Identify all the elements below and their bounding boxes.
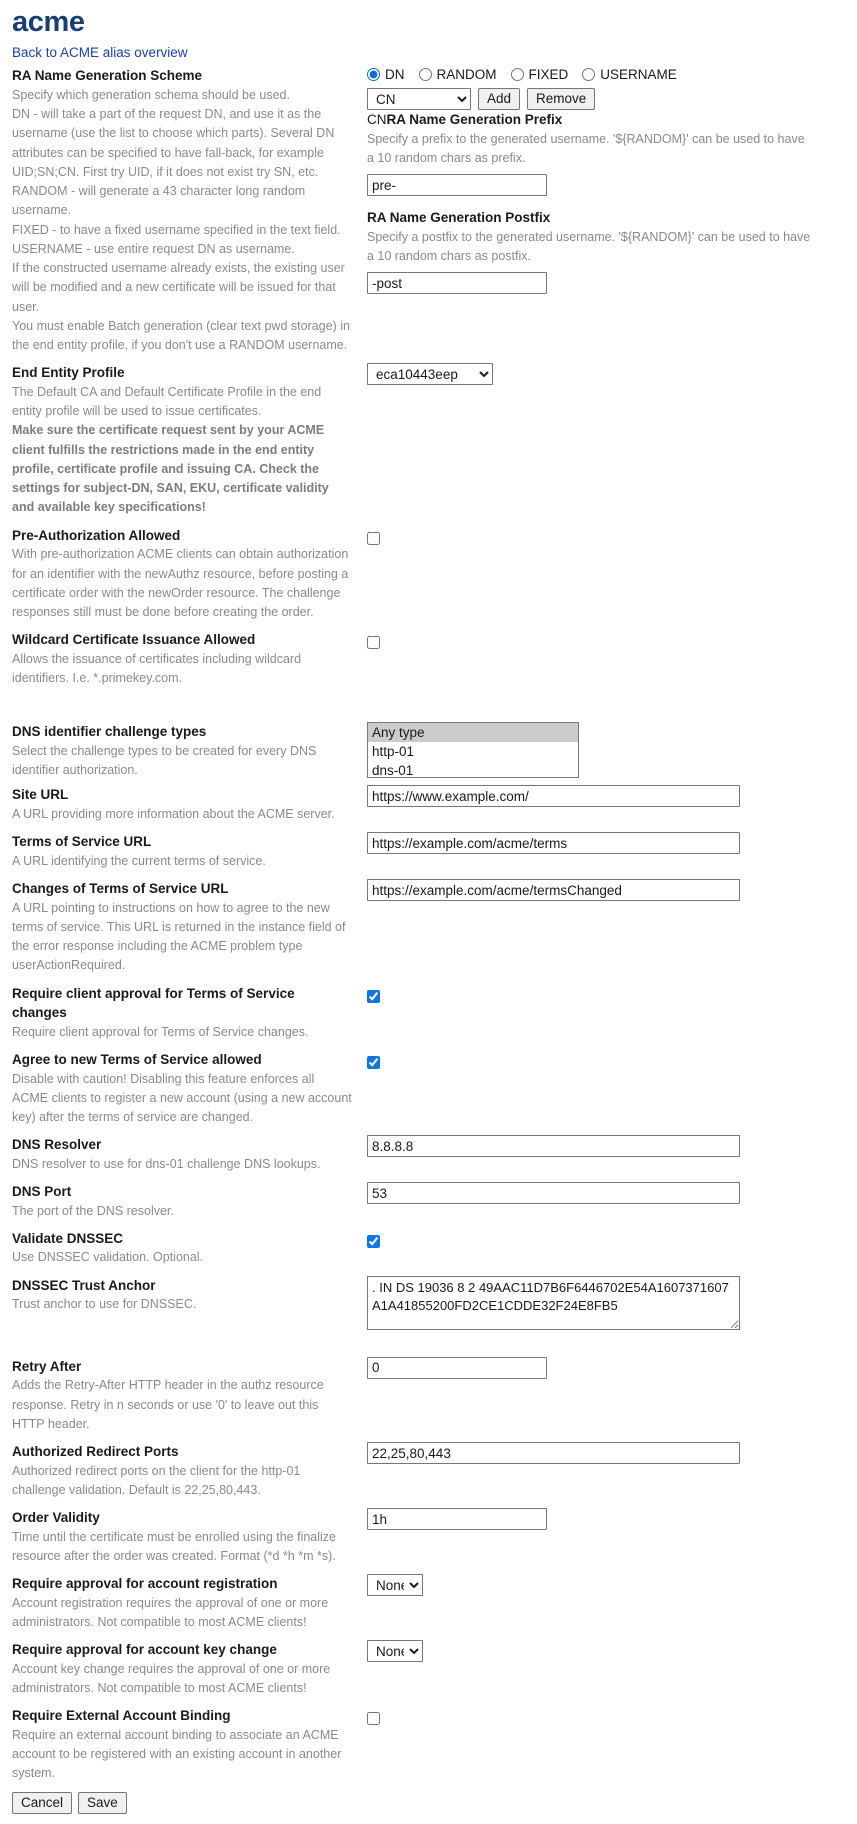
order-validity-title: Order Validity bbox=[12, 1510, 100, 1526]
require-client-approval-label-col bbox=[0, 984, 367, 1042]
approval-registration-title: Require approval for account registration bbox=[12, 1576, 278, 1592]
order-validity-label-col bbox=[0, 1508, 367, 1566]
tos-url-label-col bbox=[0, 832, 367, 871]
radio-input-fixed[interactable] bbox=[511, 68, 524, 81]
approval-key-change-label-col bbox=[0, 1640, 367, 1698]
ra-name-scheme-help-5: If the constructed username already exists, the existing user will be modified and a new certificate will be issued for that user. bbox=[12, 261, 345, 314]
site-url-field-col bbox=[367, 785, 857, 807]
site-url-label-col bbox=[0, 785, 367, 824]
ra-name-postfix-title: RA Name Generation Postfix bbox=[367, 210, 551, 226]
form-actions bbox=[0, 1784, 857, 1824]
radio-label-random: RANDOM bbox=[436, 67, 497, 83]
wildcard-label-col bbox=[0, 630, 367, 688]
validate-dnssec-help: Use DNSSEC validation. Optional. bbox=[12, 1250, 204, 1265]
dnssec-trust-anchor-field-col bbox=[367, 1276, 857, 1333]
ra-name-prefix-input[interactable] bbox=[367, 174, 547, 196]
ra-name-prefix-title bbox=[367, 110, 857, 130]
field-row-dns-resolver bbox=[0, 1135, 857, 1174]
field-row-ra-name-scheme bbox=[0, 66, 857, 355]
validate-dnssec-field-col bbox=[367, 1229, 857, 1248]
approval-registration-help: Account registration requires the approval of one or more administrators. Not compatible to most ACME clients! bbox=[12, 1595, 329, 1629]
tos-changed-url-field-col bbox=[367, 879, 857, 901]
order-validity-help: Time until the certificate must be enrolled using the finalize resource after the order was created. Format (*d *h *m *s). bbox=[12, 1529, 337, 1563]
approval-key-change-title: Require approval for account key change bbox=[12, 1642, 277, 1658]
dns-challenge-types-label-col bbox=[0, 722, 367, 780]
field-row-dnssec-trust-anchor bbox=[0, 1276, 857, 1333]
authorized-redirect-ports-help: Authorized redirect ports on the client for the http-01 challenge validation. Default is 22,25,80,443. bbox=[12, 1463, 301, 1497]
field-row-require-client-approval bbox=[0, 984, 857, 1042]
validate-dnssec-title: Validate DNSSEC bbox=[12, 1230, 124, 1246]
radio-input-random[interactable] bbox=[419, 68, 432, 81]
retry-after-label-col bbox=[0, 1357, 367, 1434]
approval-key-change-field-col bbox=[367, 1640, 857, 1662]
ra-name-postfix-help: Specify a postfix to the generated username. '${RANDOM}' can be used to have a 10 random chars as postfix. bbox=[367, 229, 811, 264]
external-account-binding-help: Require an external account binding to associate an ACME account to be registered with an existing account in another system. bbox=[12, 1727, 342, 1781]
field-row-dns-port bbox=[0, 1182, 857, 1221]
ra-name-prefix-title-text: RA Name Generation Prefix bbox=[386, 112, 563, 128]
dns-port-input[interactable] bbox=[367, 1182, 740, 1204]
tos-changed-url-input[interactable] bbox=[367, 879, 740, 901]
agree-new-tos-checkbox[interactable] bbox=[367, 1056, 380, 1069]
field-row-external-account-binding bbox=[0, 1706, 857, 1783]
field-row-authorized-redirect-ports bbox=[0, 1442, 857, 1500]
dns-resolver-input[interactable] bbox=[367, 1135, 740, 1157]
agree-new-tos-title: Agree to new Terms of Service allowed bbox=[12, 1051, 262, 1067]
wildcard-checkbox[interactable] bbox=[367, 636, 380, 649]
tos-url-title: Terms of Service URL bbox=[12, 834, 152, 850]
ra-name-scheme-help-6: You must enable Batch generation (clear text pwd storage) in the end entity profile, if you don't use a RANDOM username. bbox=[12, 318, 350, 353]
agree-new-tos-label-col bbox=[0, 1050, 367, 1127]
require-client-approval-help: Require client approval for Terms of Service changes. bbox=[12, 1024, 309, 1039]
cancel-button[interactable]: Cancel bbox=[12, 1792, 72, 1814]
field-row-order-validity bbox=[0, 1508, 857, 1566]
end-entity-profile-title: End Entity Profile bbox=[12, 365, 125, 381]
authorized-redirect-ports-field-col bbox=[367, 1442, 857, 1464]
site-url-input[interactable] bbox=[367, 785, 740, 807]
ra-name-scheme-help-0: Specify which generation schema should be used. bbox=[12, 87, 290, 102]
approval-registration-label-col bbox=[0, 1574, 367, 1632]
approval-registration-field-col bbox=[367, 1574, 857, 1596]
page-brand-title: acme bbox=[12, 6, 85, 38]
tos-url-field-col bbox=[367, 832, 857, 854]
site-url-title: Site URL bbox=[12, 787, 69, 803]
current-dn-parts-value: CN bbox=[367, 112, 387, 128]
radio-label-username: USERNAME bbox=[600, 67, 677, 83]
tos-changed-url-label-col bbox=[0, 879, 367, 976]
radio-label-dn: DN bbox=[385, 67, 405, 83]
breadcrumb bbox=[0, 41, 857, 66]
dns-resolver-label-col bbox=[0, 1135, 367, 1174]
authorized-redirect-ports-title: Authorized Redirect Ports bbox=[12, 1444, 179, 1460]
field-row-end-entity-profile bbox=[0, 363, 857, 517]
authorized-redirect-ports-label-col bbox=[0, 1442, 367, 1500]
require-client-approval-title: Require client approval for Terms of Service changes bbox=[12, 985, 295, 1021]
ra-name-scheme-help-2: RANDOM - will generate a 43 character long random username. bbox=[12, 184, 306, 218]
radio-option-fixed[interactable] bbox=[511, 67, 569, 82]
retry-after-title: Retry After bbox=[12, 1358, 82, 1374]
tos-changed-url-title: Changes of Terms of Service URL bbox=[12, 881, 229, 897]
ra-name-scheme-title: RA Name Generation Scheme bbox=[12, 68, 203, 84]
dns-challenge-option-any[interactable]: Any type bbox=[368, 723, 578, 742]
field-row-tos-url bbox=[0, 832, 857, 871]
require-client-approval-checkbox[interactable] bbox=[367, 990, 380, 1003]
site-url-help: A URL providing more information about the ACME server. bbox=[12, 806, 335, 821]
field-row-dns-challenge-types bbox=[0, 722, 857, 780]
dnssec-trust-anchor-title: DNSSEC Trust Anchor bbox=[12, 1277, 156, 1293]
end-entity-profile-field-col bbox=[367, 363, 857, 385]
tos-changed-url-help: A URL pointing to instructions on how to agree to the new terms of service. This URL is returned in the instance field of the error response including the ACME problem type userActionRequired. bbox=[12, 900, 346, 973]
wildcard-title: Wildcard Certificate Issuance Allowed bbox=[12, 632, 256, 648]
radio-option-dn[interactable] bbox=[367, 67, 405, 82]
wildcard-help: Allows the issuance of certificates including wildcard identifiers. I.e. *.primekey.com. bbox=[12, 651, 302, 686]
dns-resolver-field-col bbox=[367, 1135, 857, 1157]
end-entity-profile-help-bold: Make sure the certificate request sent by your ACME client fulfills the restrictions made in the end entity profile, certificate profile and issuing CA. Check the settings for subject-DN, SAN, EKU, certificate validity and available key specifications! bbox=[12, 423, 329, 515]
ra-name-postfix-input[interactable] bbox=[367, 272, 547, 294]
dns-resolver-help: DNS resolver to use for dns-01 challenge DNS lookups. bbox=[12, 1156, 321, 1171]
pre-authorization-help: With pre-authorization ACME clients can obtain authorization for an identifier with the newAuthz resource, before posting a certificate order with the newOrder resource. The challenge responses still must be done before creating the order. bbox=[12, 547, 349, 620]
ra-name-scheme-label-col bbox=[0, 66, 367, 355]
dns-challenge-types-help: Select the challenge types to be created for every DNS identifier authorization. bbox=[12, 743, 317, 778]
ra-name-scheme-help-3: FIXED - to have a fixed username specified in the text field. bbox=[12, 222, 341, 237]
dns-resolver-title: DNS Resolver bbox=[12, 1137, 102, 1153]
external-account-binding-label-col bbox=[0, 1706, 367, 1783]
ra-name-scheme-field-col bbox=[367, 66, 857, 294]
end-entity-profile-select[interactable] bbox=[367, 363, 493, 385]
tos-url-input[interactable] bbox=[367, 832, 740, 854]
agree-new-tos-help: Disable with caution! Disabling this feature enforces all ACME clients to register a new account (using a new account key) after the terms of service are changed. bbox=[12, 1071, 352, 1125]
external-account-binding-checkbox[interactable] bbox=[367, 1712, 380, 1725]
radio-option-random[interactable] bbox=[419, 67, 497, 82]
dns-challenge-types-field-col bbox=[367, 722, 857, 778]
agree-new-tos-field-col bbox=[367, 1050, 857, 1069]
dnssec-trust-anchor-label-col bbox=[0, 1276, 367, 1315]
pre-authorization-checkbox[interactable] bbox=[367, 532, 380, 545]
radio-option-username[interactable] bbox=[582, 67, 677, 82]
approval-registration-select[interactable] bbox=[367, 1574, 423, 1596]
validate-dnssec-checkbox[interactable] bbox=[367, 1235, 380, 1248]
wildcard-field-col bbox=[367, 630, 857, 649]
approval-key-change-select[interactable] bbox=[367, 1640, 423, 1662]
field-row-wildcard bbox=[0, 630, 857, 688]
ra-name-prefix-help: Specify a prefix to the generated username. '${RANDOM}' can be used to have a 10 random chars as prefix. bbox=[367, 131, 805, 166]
save-button[interactable]: Save bbox=[78, 1792, 127, 1814]
ra-name-scheme-help-1: DN - will take a part of the request DN, and use it as the username (use the list to choose which parts). Several DN attributes can be specified to have fall-back, for example UID;SN;CN. First try UID, if it does not exist try SN, etc. bbox=[12, 107, 335, 179]
dns-challenge-types-listbox[interactable] bbox=[367, 722, 579, 778]
pre-authorization-field-col bbox=[367, 526, 857, 545]
field-row-approval-key-change bbox=[0, 1640, 857, 1698]
field-row-tos-changed-url bbox=[0, 879, 857, 976]
radio-input-dn[interactable] bbox=[367, 68, 380, 81]
retry-after-help: Adds the Retry-After HTTP header in the authz resource response. Retry in n seconds or use '0' to leave out this HTTP header. bbox=[12, 1378, 324, 1431]
dn-part-select[interactable] bbox=[367, 88, 471, 110]
end-entity-profile-label-col bbox=[0, 363, 367, 517]
field-row-agree-new-tos bbox=[0, 1050, 857, 1127]
pre-authorization-label-col bbox=[0, 526, 367, 623]
approval-key-change-help: Account key change requires the approval of one or more administrators. Not compatible to most ACME clients! bbox=[12, 1661, 331, 1696]
dnssec-trust-anchor-help: Trust anchor to use for DNSSEC. bbox=[12, 1297, 197, 1312]
external-account-binding-title: Require External Account Binding bbox=[12, 1708, 231, 1724]
dnssec-trust-anchor-textarea[interactable] bbox=[367, 1276, 740, 1330]
field-row-validate-dnssec bbox=[0, 1229, 857, 1268]
radio-input-username[interactable] bbox=[582, 68, 595, 81]
retry-after-field-col bbox=[367, 1357, 857, 1379]
order-validity-field-col bbox=[367, 1508, 857, 1530]
ra-name-scheme-help-4: USERNAME - use entire request DN as username. bbox=[12, 241, 295, 256]
retry-after-input[interactable] bbox=[367, 1357, 547, 1379]
add-dn-part-button[interactable]: Add bbox=[478, 88, 520, 110]
authorized-redirect-ports-input[interactable] bbox=[367, 1442, 740, 1464]
dns-port-label-col bbox=[0, 1182, 367, 1221]
remove-dn-part-button[interactable]: Remove bbox=[527, 88, 595, 110]
dns-port-title: DNS Port bbox=[12, 1184, 72, 1200]
field-row-retry-after bbox=[0, 1357, 857, 1434]
dns-port-help: The port of the DNS resolver. bbox=[12, 1203, 174, 1218]
pre-authorization-title: Pre-Authorization Allowed bbox=[12, 527, 181, 543]
dns-challenge-option-http01[interactable]: http-01 bbox=[372, 744, 415, 760]
require-client-approval-field-col bbox=[367, 984, 857, 1003]
field-row-pre-authorization bbox=[0, 526, 857, 623]
back-to-alias-overview-link[interactable]: Back to ACME alias overview bbox=[12, 45, 188, 61]
validate-dnssec-label-col bbox=[0, 1229, 367, 1268]
end-entity-profile-help: The Default CA and Default Certificate Profile in the end entity profile will be used to issue certificates. bbox=[12, 384, 322, 419]
ra-name-scheme-radio-group bbox=[367, 66, 857, 82]
radio-label-fixed: FIXED bbox=[528, 67, 569, 83]
dn-part-controls bbox=[367, 88, 857, 110]
external-account-binding-field-col bbox=[367, 1706, 857, 1725]
dns-port-field-col bbox=[367, 1182, 857, 1204]
field-row-site-url bbox=[0, 785, 857, 824]
field-row-approval-registration bbox=[0, 1574, 857, 1632]
dns-challenge-types-title: DNS identifier challenge types bbox=[12, 724, 207, 740]
order-validity-input[interactable] bbox=[367, 1508, 547, 1530]
tos-url-help: A URL identifying the current terms of service. bbox=[12, 853, 266, 868]
dns-challenge-option-dns01[interactable]: dns-01 bbox=[372, 763, 414, 779]
